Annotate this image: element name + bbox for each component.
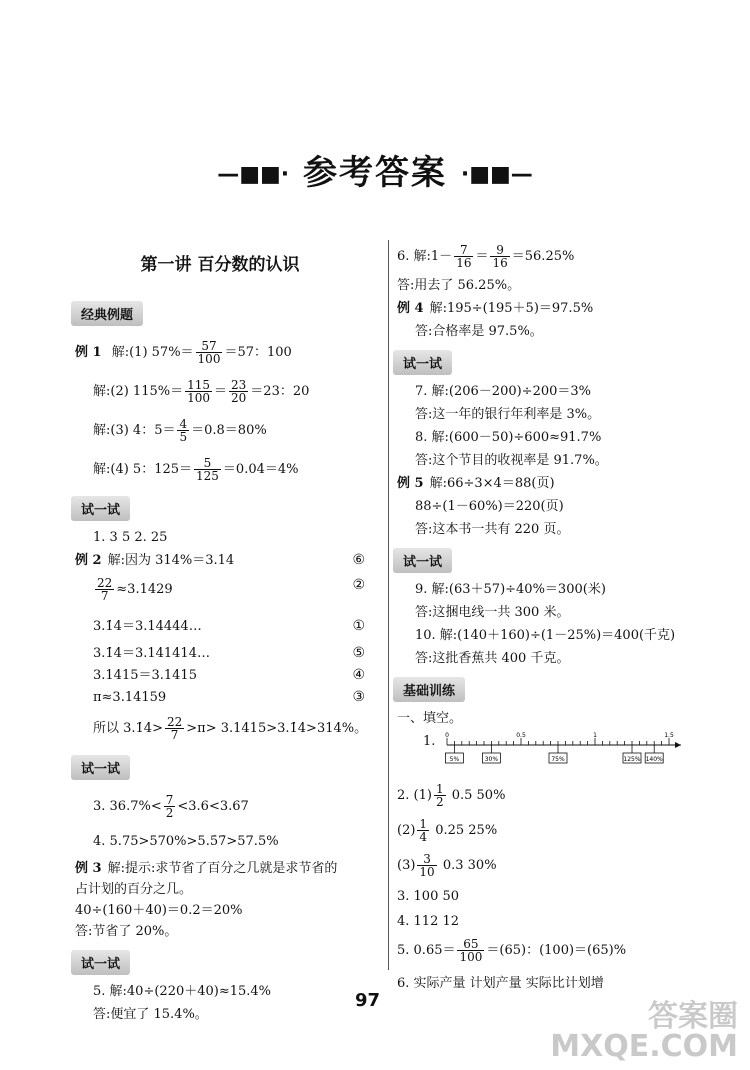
fraction: $\frac{9}{16}$	[492, 243, 508, 270]
ex5-label: 例 5	[397, 476, 424, 491]
answer-box-label: 125%	[623, 756, 641, 763]
section-try-it: 试一试	[393, 350, 452, 375]
section-classic-examples: 经典例题	[71, 301, 143, 326]
page-number: 97	[355, 990, 381, 1011]
answer-box-label: 5%	[449, 756, 460, 763]
fraction: $\frac{3}{10}$	[419, 852, 435, 879]
circled-number: ⑥	[352, 552, 365, 568]
q1-row	[397, 727, 697, 779]
axis-arrow	[675, 742, 681, 748]
section-try-it: 试一试	[71, 950, 130, 975]
fraction: $\frac{5}{125}$	[196, 456, 219, 483]
q6-basic-line: 6. 实际产量 计划产量 实际比计划增	[397, 976, 604, 991]
fill-in-title: 一、填空。	[397, 711, 463, 726]
fraction: $\frac{4}{5}$	[179, 417, 188, 444]
try3-line2: 答:便宜了 15.4%。	[93, 1007, 208, 1022]
fraction: $\frac{115}{100}$	[187, 378, 210, 405]
page-header	[0, 145, 750, 194]
q2-line3: (3) $\frac{3}{10}$ 0.3 30%	[397, 852, 497, 879]
circled-number: ①	[352, 618, 365, 634]
ex5-line2: 88÷(1－60%)＝220(页)	[415, 499, 564, 514]
ex5-line1: 例 5 解:66÷3×4＝88(页)	[397, 476, 555, 491]
tick-label: 1	[593, 732, 597, 739]
ex2-line6: π≈3.14159 ③	[93, 689, 365, 705]
circled-number: ④	[352, 667, 365, 683]
tick-label: 0.5	[516, 732, 526, 739]
lecture-title: 第一讲 百分数的认识	[140, 255, 300, 275]
t9-line2: 答:这捆电线一共 300 米。	[415, 605, 570, 620]
right-column	[388, 240, 697, 991]
ex2-line2: $\frac{22}{7}$ ≈3.1429 ②	[97, 576, 365, 603]
ex1-line4: 解:(4) 5：125＝ $\frac{5}{125}$ ＝0.04＝4%	[93, 456, 299, 483]
fraction: $\frac{7}{2}$	[165, 793, 174, 820]
section-try-it: 试一试	[71, 755, 130, 780]
t9-line1: 9. 解:(63＋57)÷40%＝300(米)	[415, 582, 606, 597]
ex4-line1: 例 4 解:195÷(195＋5)＝97.5%	[397, 301, 594, 316]
ex3-line3: 40÷(160＋40)＝0.2＝20%	[75, 903, 243, 918]
q1-label: 1.	[423, 734, 436, 749]
number-line-diagram	[441, 731, 691, 771]
t10-line2: 答:这批香蕉共 400 千克。	[415, 651, 570, 666]
try2-line2: 4. 5.75>570%>5.5̇7̇>57.5%	[93, 834, 279, 849]
q2-line1: 2. (1) $\frac{1}{2}$ 0.5 50%	[397, 782, 506, 809]
tick-label: 0	[445, 732, 449, 739]
answer-box-label: 30%	[484, 756, 499, 763]
circled-number: ③	[352, 689, 365, 705]
fraction: $\frac{7}{16}$	[456, 243, 472, 270]
ex1-line1: 例 1 解:(1) 57%＝ $\frac{57}{100}$ ＝57：100	[75, 339, 292, 366]
ex1-line2: 解:(2) 115%＝ $\frac{115}{100}$ ＝ $\frac{23}{20}$ ＝23：20	[93, 378, 310, 405]
ex2-line3: 3.1̇4̇＝3.14444… ①	[93, 618, 365, 634]
ex4-line2: 答:合格率是 97.5%。	[415, 324, 543, 339]
ex2-label: 例 2	[75, 553, 102, 568]
ex1-label: 例 1	[75, 345, 102, 360]
fraction: $\frac{65}{100}$	[459, 937, 483, 964]
section-try-it: 试一试	[393, 548, 452, 573]
q2-line2: (2) $\frac{1}{4}$ 0.25 25%	[397, 817, 498, 844]
fraction: $\frac{23}{20}$	[231, 378, 247, 405]
section-try-it: 试一试	[71, 496, 130, 521]
answer-box-label: 75%	[551, 756, 565, 763]
q4-line: 4. 112 12	[397, 914, 460, 929]
fraction: $\frac{1}{2}$	[435, 782, 444, 809]
circled-number: ⑤	[352, 645, 365, 661]
try1-line: 1. 3 5 2. 25	[93, 530, 168, 545]
fraction: $\frac{1}{4}$	[419, 817, 428, 844]
header-decoration-right: ·■■—	[460, 162, 533, 187]
fraction: $\frac{22}{7}$	[166, 715, 183, 742]
t8-line2: 答:这个节目的收视率是 91.7%。	[415, 453, 608, 468]
answer-box-label: 140%	[645, 756, 663, 763]
ex2-line1: 例 2 解:因为 314%＝3.14 ⑥	[75, 552, 365, 568]
tick-label: 1.5	[664, 732, 674, 739]
ex3-line4: 答:节省了 20%。	[75, 924, 178, 939]
ex2-line7: 所以 3.1̇4̇> $\frac{22}{7}$ >π> 3.1415>3.1̇4̇>314%。	[93, 715, 368, 742]
t10-line1: 10. 解:(140＋160)÷(1－25%)＝400(千克)	[415, 628, 676, 643]
q6-line1: 6. 解:1－ $\frac{7}{16}$ ＝ $\frac{9}{16}$ ＝56.25%	[397, 243, 575, 270]
ex3-label: 例 3	[75, 861, 102, 876]
ex2-line4: 3.1̇4̇＝3.141414… ⑤	[93, 645, 365, 661]
ex4-label: 例 4	[397, 301, 424, 316]
q6-answer: 答:用去了 56.25%。	[397, 278, 521, 293]
q3-line: 3. 100 50	[397, 889, 460, 904]
try2-line1: 3. 36.7%< $\frac{7}{2}$ <3.6<3.67	[93, 793, 249, 820]
ex2-line5: 3.1415＝3.1415 ④	[93, 667, 365, 683]
watermark-logo: 答案圈 MXQE.COM	[550, 999, 738, 1064]
page-title: 参考答案	[303, 153, 447, 193]
circled-number: ②	[352, 577, 365, 593]
section-basic-training: 基础训练	[393, 677, 465, 702]
header-decoration-left: —■■·	[217, 162, 290, 187]
fraction: $\frac{57}{100}$	[197, 339, 221, 366]
fraction: $\frac{22}{7}$	[97, 576, 113, 603]
ex3-line1: 例 3 解:提示:求节省了百分之几就是求节省的	[75, 861, 338, 876]
try3-line1: 5. 解:40÷(220＋40)≈15.4%	[93, 984, 272, 999]
t7-line1: 7. 解:(206－200)÷200＝3%	[415, 384, 592, 399]
q5-line: 5. 0.65＝ $\frac{65}{100}$ ＝(65)：(100)＝(65)%	[397, 937, 627, 964]
ex1-line3: 解:(3) 4：5＝ $\frac{4}{5}$ ＝0.8＝80%	[93, 417, 267, 444]
ex3-line2: 占计划的百分之几。	[75, 882, 193, 897]
t7-line2: 答:这一年的银行年利率是 3%。	[415, 407, 601, 422]
ex5-line3: 答:这本书一共有 220 页。	[415, 522, 570, 537]
t8-line1: 8. 解:(600－50)÷600≈91.7%	[415, 430, 602, 445]
